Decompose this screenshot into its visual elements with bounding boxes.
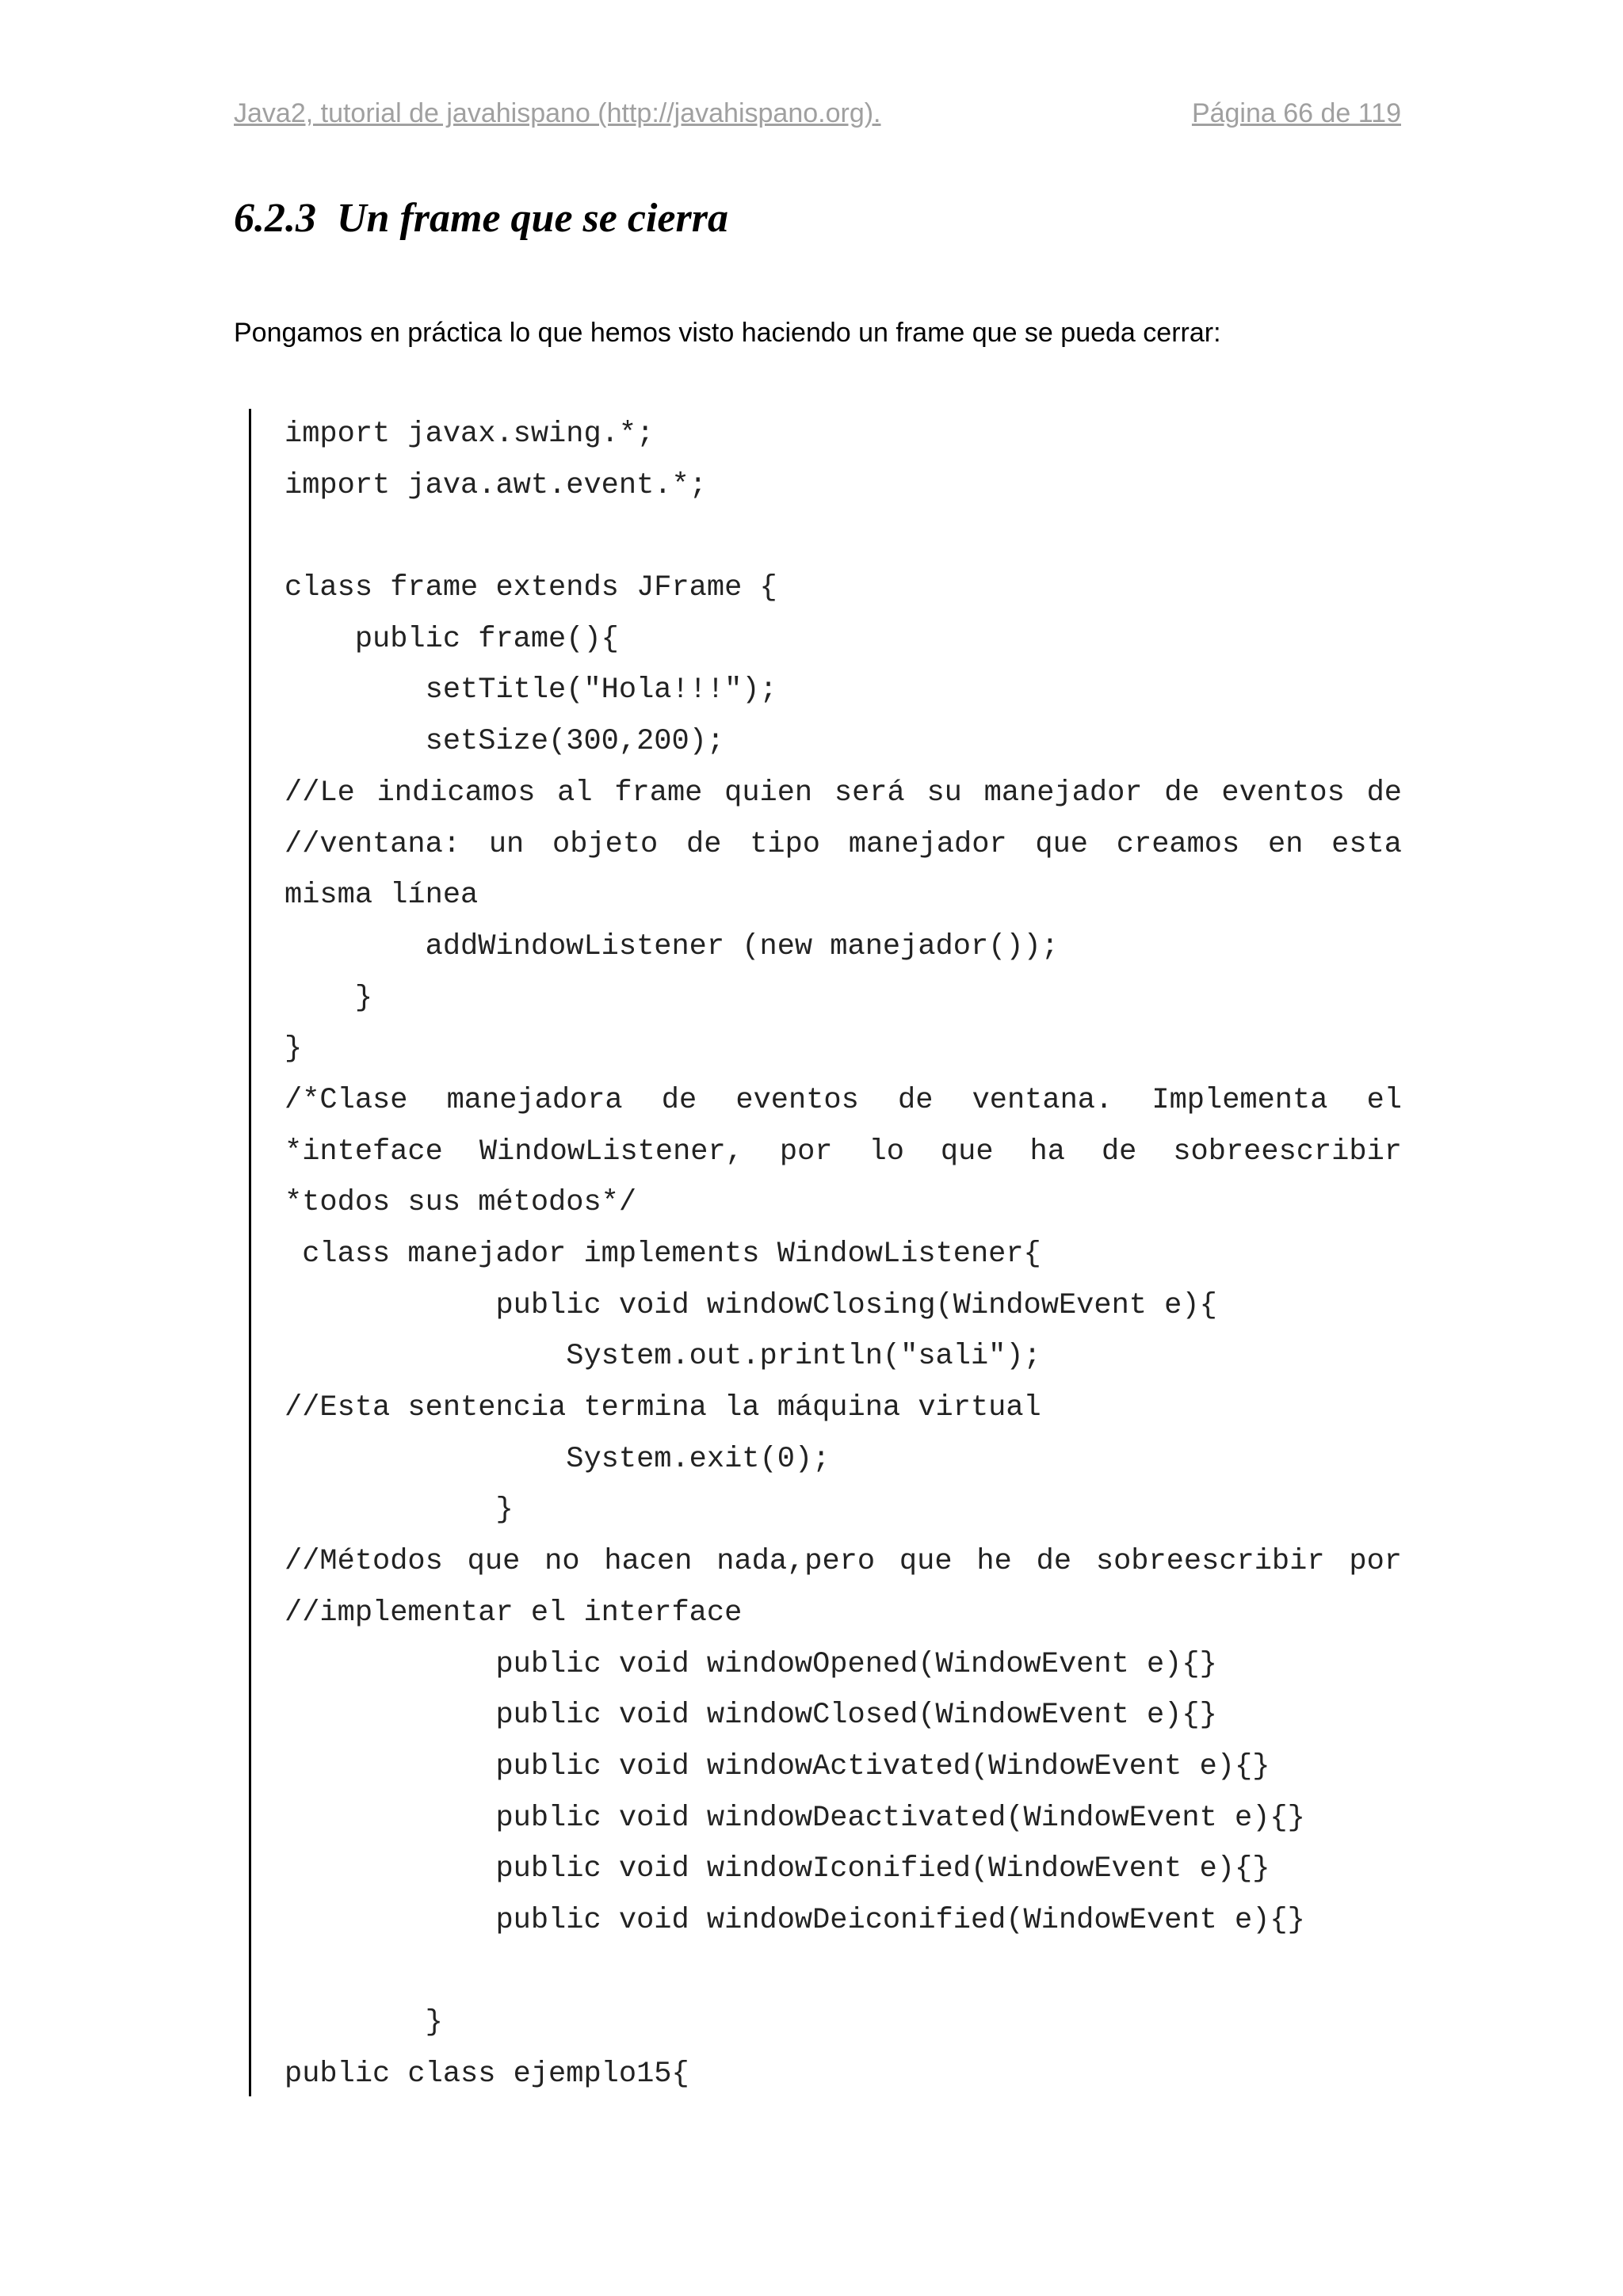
code-line: //Métodos que no hacen nada,pero que he de sobreescribir por [285, 1545, 1402, 1579]
section-title: Un frame que se cierra [337, 196, 728, 241]
code-line: import java.awt.event.*; [285, 468, 707, 502]
code-line: //ventana: un objeto de tipo manejador que creamos en esta [285, 827, 1402, 861]
code-line: setTitle("Hola!!!"); [285, 673, 777, 707]
header-link-title[interactable]: Java2, tutorial de javahispano (http://javahispano.org). [234, 98, 881, 128]
code-line: public void windowDeiconified(WindowEvent e){} [285, 1903, 1305, 1937]
code-line: *inteface WindowListener, por lo que ha de sobreescribir [285, 1135, 1402, 1169]
code-line: System.exit(0); [285, 1442, 831, 1476]
code-block [249, 409, 1403, 2096]
code-line: misma línea [285, 879, 479, 913]
section-number: 6.2.3 [234, 196, 316, 241]
code-line: public class ejemplo15{ [285, 2058, 689, 2091]
code-line: public void windowDeactivated(WindowEvent e){} [285, 1801, 1305, 1835]
code-line: class frame extends JFrame { [285, 571, 777, 605]
code-line: //implementar el interface [285, 1596, 743, 1630]
header-page-number[interactable]: Página 66 de 119 [1191, 98, 1401, 128]
code-line: public void windowClosed(WindowEvent e){} [285, 1699, 1217, 1733]
code-line: //Esta sentencia termina la máquina virtual [285, 1391, 1041, 1425]
code-line: public void windowOpened(WindowEvent e){} [285, 1647, 1217, 1681]
code-line: addWindowListener (new manejador()); [285, 929, 1059, 963]
section-heading [234, 193, 728, 244]
code-line: } [285, 1032, 303, 1066]
code-line: public frame(){ [285, 622, 619, 656]
code-line: } [285, 981, 373, 1015]
code-line: public void windowActivated(WindowEvent e){} [285, 1749, 1270, 1783]
intro-paragraph: Pongamos en práctica lo que hemos visto haciendo un frame que se pueda cerrar: [234, 318, 1221, 348]
code-line [285, 511, 1402, 563]
code-line: public void windowIconified(WindowEvent e){} [285, 1852, 1270, 1886]
code-line: //Le indicamos al frame quien será su manejador de eventos de [285, 776, 1402, 810]
code-line: } [285, 1493, 514, 1527]
code-lines [285, 409, 1402, 2100]
code-line [285, 1947, 1402, 1998]
code-line: System.out.println("sali"); [285, 1340, 1041, 1374]
code-line: import javax.swing.*; [285, 418, 655, 451]
code-line: class manejador implements WindowListener{ [285, 1238, 1041, 1271]
code-line: public void windowClosing(WindowEvent e){ [285, 1288, 1217, 1322]
code-line: /*Clase manejadora de eventos de ventana. Implementa el [285, 1083, 1402, 1117]
code-line: } [285, 2006, 443, 2040]
code-line: *todos sus métodos*/ [285, 1186, 637, 1220]
page-header [234, 98, 1401, 130]
code-line: setSize(300,200); [285, 725, 725, 759]
